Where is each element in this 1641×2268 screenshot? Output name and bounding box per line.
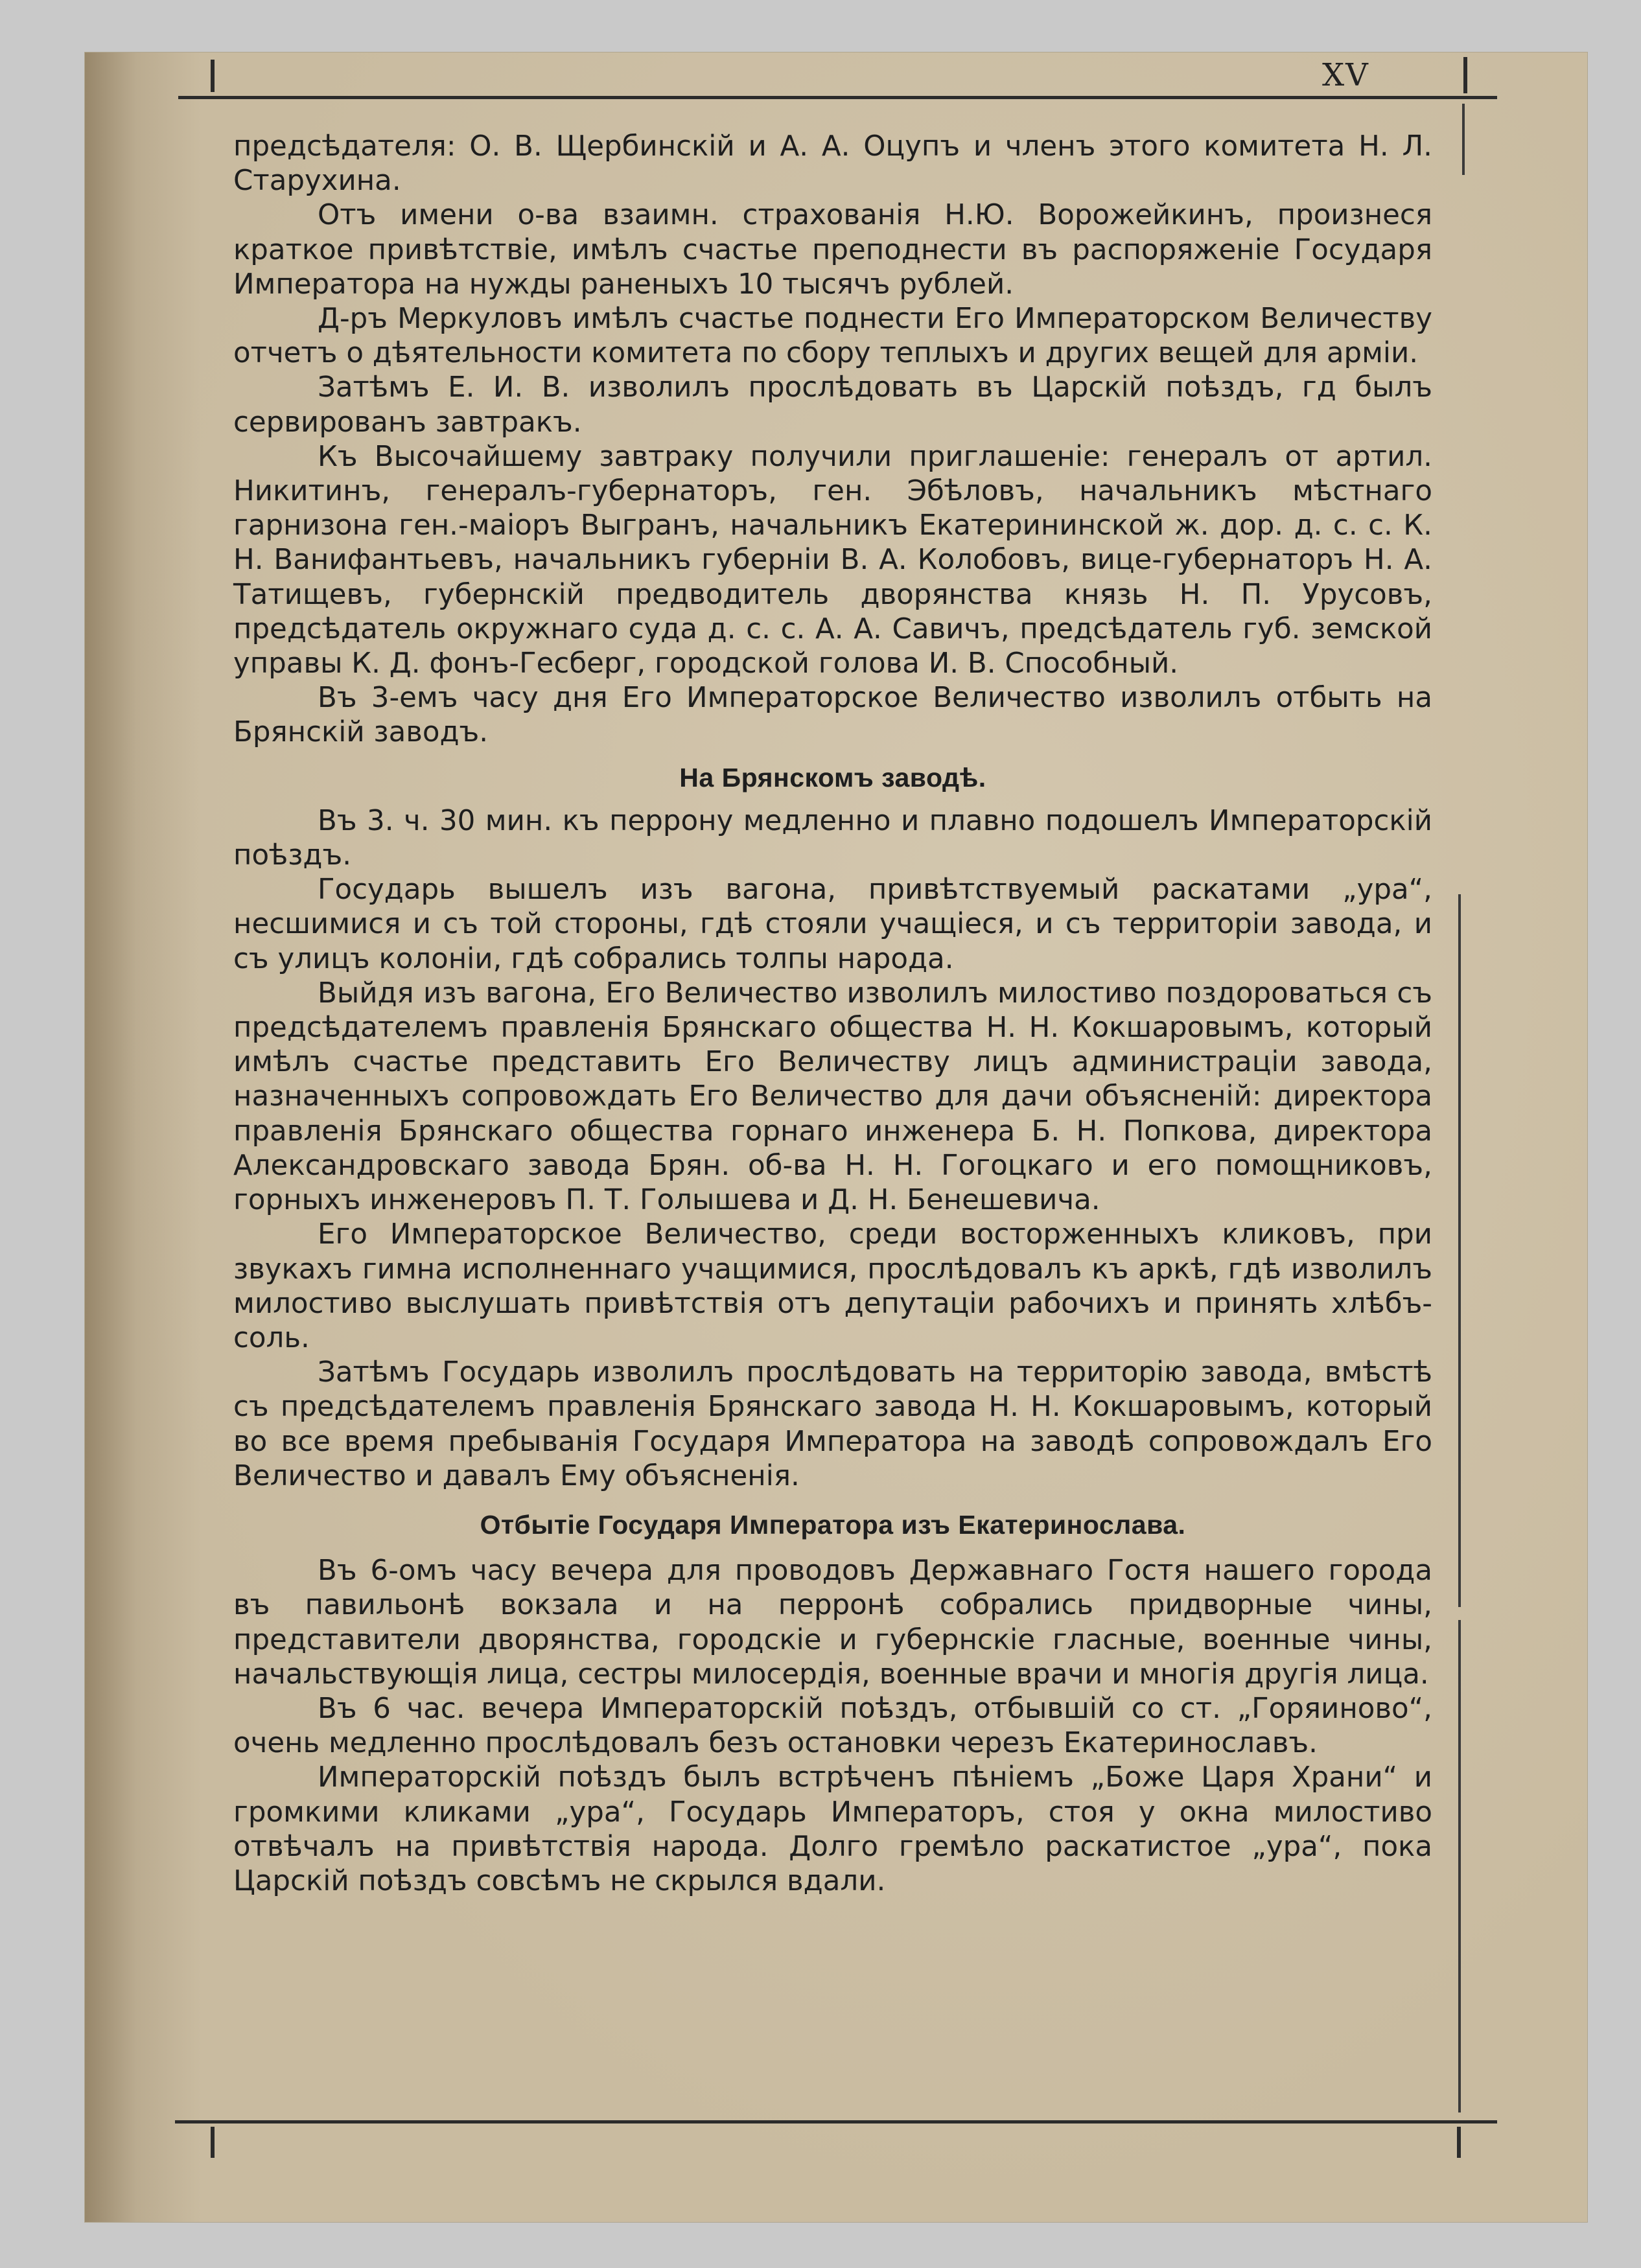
margin-line-mid <box>1458 894 1461 1607</box>
paragraph: Къ Высочайшему завтраку получили приглашеніе: генералъ от артил. Никитинъ, генералъ-губернаторъ, ген. Эбѣловъ, начальникъ мѣстнаго гарнизона ген.-маіоръ Выгранъ, начальникъ Екатерининской ж. дор. д. с. с. К. Н. Ванифантьевъ, начальникъ губерніи В. А. Колобовъ, вице-губернаторъ Н. А. Татищевъ, губернскій предводитель дворянства князь Н. П. Урусовъ, предсѣдатель окружнаго суда д. с. с. А. А. Савичъ, предсѣдатель губ. земской управы К. Д. фонъ-Гесберг, городской голова И. В. Способный. <box>233 440 1432 680</box>
paragraph: предсѣдателя: О. В. Щербинскій и А. А. Оцупъ и членъ этого комитета Н. Л. Старухина. <box>233 130 1432 198</box>
intro-paragraphs <box>233 130 1432 750</box>
header-left-mark <box>211 60 215 92</box>
paragraph: Отъ имени о-ва взаимн. страхованія Н.Ю. Ворожейкинъ, произнеся краткое привѣтствіе, имѣлъ счастье преподнести въ распоряженіе Государя Императора на нужды раненыхъ 10 тысячъ рублей. <box>233 199 1432 301</box>
margin-line-top <box>1462 104 1465 175</box>
footer-left-mark <box>211 2127 215 2158</box>
header-rule <box>178 96 1497 99</box>
footer-right-mark <box>1457 2127 1461 2158</box>
page-number: XV <box>1322 57 1369 93</box>
paragraph: Въ 6 час. вечера Императорскій поѣздъ, отбывшій со ст. „Горяиново“, очень медленно прослѣдовалъ безъ остановки черезъ Екатеринославъ. <box>233 1692 1432 1760</box>
paragraph: Въ 3. ч. 30 мин. къ перрону медленно и плавно подошелъ Императорскій поѣздъ. <box>233 804 1432 872</box>
paragraph: Д-ръ Меркуловъ имѣлъ счастье поднести Его Императорском Величеству отчетъ о дѣятельности комитета по сбору теплыхъ и других вещей для арміи. <box>233 303 1432 370</box>
article-body <box>233 130 1432 1899</box>
departure-paragraphs <box>233 1554 1432 1899</box>
paragraph: Затѣмъ Государь изволилъ прослѣдовать на территорію завода, вмѣстѣ съ предсѣдателемъ правленія Брянскаго завода Н. Н. Кокшаровымъ, который во все время пребыванія Государя Императора на заводѣ сопровождалъ Его Величество и давалъ Ему объясненія. <box>233 1356 1432 1492</box>
paragraph: Затѣмъ Е. И. В. изволилъ прослѣдовать въ Царскій поѣздъ, гд былъ сервированъ завтракъ. <box>233 371 1432 439</box>
paragraph: Императорскій поѣздъ былъ встрѣченъ пѣніемъ „Боже Царя Храни“ и громкими кликами „ура“, Государь Императоръ, стоя у окна милостиво отвѣчалъ на привѣтствія народа. Долго гремѣло раскатистое „ура“, пока Царскій поѣздъ совсѣмъ не скрылся вдали. <box>233 1761 1432 1897</box>
paragraph: Въ 6-омъ часу вечера для проводовъ Державнаго Гостя нашего города въ павильонѣ вокзала и на перронѣ собрались придворные чины, представители дворянства, городскіе и губернскіе гласные, военные чины, начальствующія лица, сестры милосердія, военные врачи и многія другія лица. <box>233 1555 1432 1691</box>
margin-line-bottom <box>1458 1620 1461 2112</box>
header-right-mark <box>1463 57 1467 93</box>
paragraph: Выйдя изъ вагона, Его Величество изволилъ милостиво поздороваться съ предсѣдателемъ правленія Брянскаго общества Н. Н. Кокшаровымъ, который имѣлъ счастье представить Его Величеству лицъ администраціи завода, назначенныхъ сопровождать Его Величество для дачи объясненій: директора правленія Брянскаго общества горнаго инженера Б. Н. Попкова, директора Александровскаго завода Брян. об-ва Н. Н. Гогоцкаго и его помощниковъ, горныхъ инженеровъ П. Т. Голышева и Д. Н. Бенешевича. <box>233 977 1432 1217</box>
paragraph: Его Императорское Величество, среди восторженныхъ кликовъ, при звукахъ гимна исполненнаго учащимися, прослѣдовалъ къ аркѣ, гдѣ изволилъ милостиво выслушать привѣтствія отъ депутаціи рабочихъ и принять хлѣбъ-соль. <box>233 1218 1432 1354</box>
section-heading-bryansk: На Брянскомъ заводѣ. <box>679 762 986 793</box>
footer-rule <box>175 2120 1497 2123</box>
section-heading-departure: Отбытіе Государя Императора изъ Екатеринослава. <box>480 1509 1186 1540</box>
bryansk-paragraphs <box>233 804 1432 1494</box>
paragraph: Государь вышелъ изъ вагона, привѣтствуемый раскатами „ура“, несшимися и съ той стороны, гдѣ стояли учащіеся, и съ территоріи завода, и съ улицъ колоніи, гдѣ собрались толпы народа. <box>233 874 1432 975</box>
paragraph: Въ 3-емъ часу дня Его Императорское Величество изволилъ отбыть на Брянскій заводъ. <box>233 682 1432 749</box>
